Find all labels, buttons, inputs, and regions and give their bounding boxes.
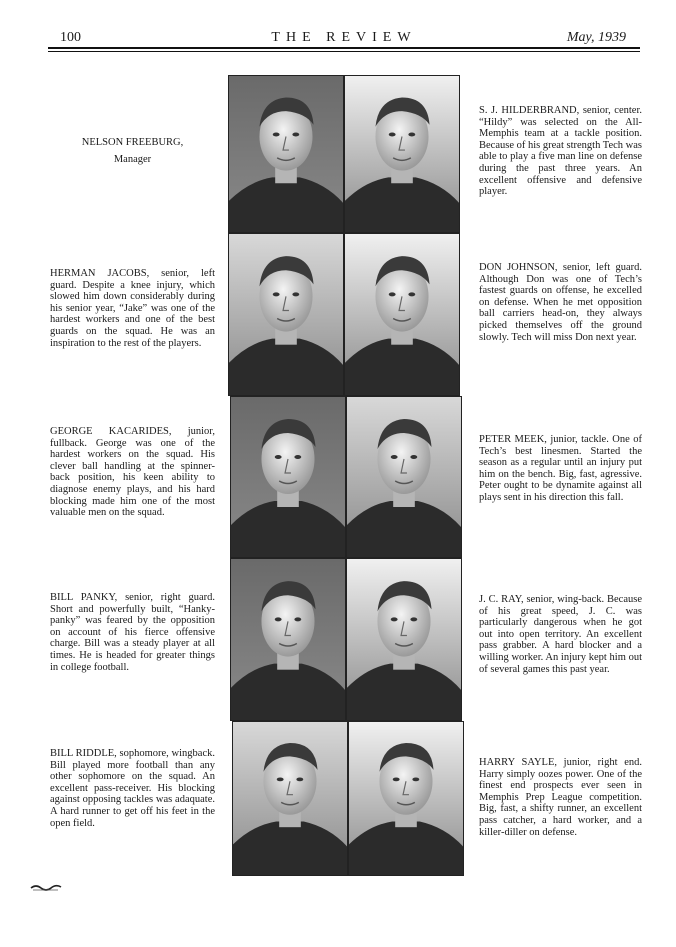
portrait-image: [233, 722, 347, 875]
photo-panky: [230, 558, 346, 721]
caption-sayle: HARRY SAYLE, junior, right end. Harry simply oozes power. One of the finest end prospects ever seen in Memphis Prep League competition. Big, fast, a shifty runner, an excellent pass catcher, a hard worker, and a killer-diller on defense.: [479, 757, 642, 838]
printer-mark-icon: [30, 882, 64, 892]
portrait-image: [345, 76, 459, 232]
portrait-image: [345, 234, 459, 395]
photo-ray: [346, 558, 462, 721]
manager-name: NELSON FREEBURG,: [81, 137, 184, 148]
manager-role: Manager: [113, 154, 152, 165]
header-rule-thin: [48, 51, 640, 52]
photo-jacobs: [228, 233, 344, 396]
photo-freeburg: [228, 75, 344, 233]
portrait-image: [347, 397, 461, 557]
photo-kacarides: [230, 396, 346, 558]
caption-meek: PETER MEEK, junior, tackle. One of Tech’s best linesmen. Started the season as a regular until an injury put him on the bench. Big, fast, agressive. Peter ought to be dynamite against all plays sent in his direction this fall.: [479, 434, 642, 503]
caption-jacobs: HERMAN JACOBS, senior, left guard. Despite a knee injury, which slowed him down considerably during his senior year, “Jake” was one of the hardest workers and one of the best guards on the squad. He was an inspiration to the rest of the players.: [50, 268, 215, 349]
portrait-image: [231, 397, 345, 557]
portrait-image: [347, 559, 461, 720]
portrait-image: [349, 722, 463, 875]
caption-hilderbrand: S. J. HILDERBRAND, senior, center. “Hildy” was selected on the All-Memphis team at a tackle position. Because of his great strength Tech was able to play a five man line on defense during the past three years. An excellent offensive and defensive player.: [479, 105, 642, 198]
portrait-image: [229, 76, 343, 232]
caption-ray: J. C. RAY, senior, wing-back. Because of his great speed, J. C. was particularly dangerous when he got out into open territory. An excellent pass grabber. A hard blocker and a willing worker. An injury kept him out of several games this past year.: [479, 594, 642, 675]
page-number: 100: [60, 30, 81, 45]
portrait-image: [231, 559, 345, 720]
photo-sayle: [348, 721, 464, 876]
caption-riddle: BILL RIDDLE, sophomore, wingback. Bill played more football than any other sophomore on the squad. An excellent pass-receiver. His blocking against opposing tackles was adaquate. A hard runner to get off his feet in the open field.: [50, 748, 215, 829]
photo-riddle: [232, 721, 348, 876]
portrait-image: [229, 234, 343, 395]
issue-date: May, 1939: [566, 30, 626, 45]
photo-hilderbrand: [344, 75, 460, 233]
publication-title: THE REVIEW: [271, 30, 417, 45]
manager-caption: [50, 134, 215, 168]
header-rule-thick: [48, 47, 640, 49]
photo-johnson: [344, 233, 460, 396]
caption-johnson: DON JOHNSON, senior, left guard. Although Don was one of Tech’s fastest guards on offense, he excelled on defense. When he met opposition ball carriers head-on, they always picked themselves off the ground slowly. Tech will miss Don next year.: [479, 262, 642, 343]
caption-kacarides: GEORGE KACARIDES, junior, fullback. George was one of the hardest workers on the squad. His clever ball handling at the spinner-back position, his keen ability to diagnose enemy plays, and his hard blocking made him one of the most valuable men on the squad.: [50, 426, 215, 519]
caption-panky: BILL PANKY, senior, right guard. Short and powerfully built, “Hanky-panky” was feared by the opposition on account of his fierce offensive charge. Bill was a steady player at all times. He is headed for greater things in college football.: [50, 592, 215, 673]
photo-meek: [346, 396, 462, 558]
